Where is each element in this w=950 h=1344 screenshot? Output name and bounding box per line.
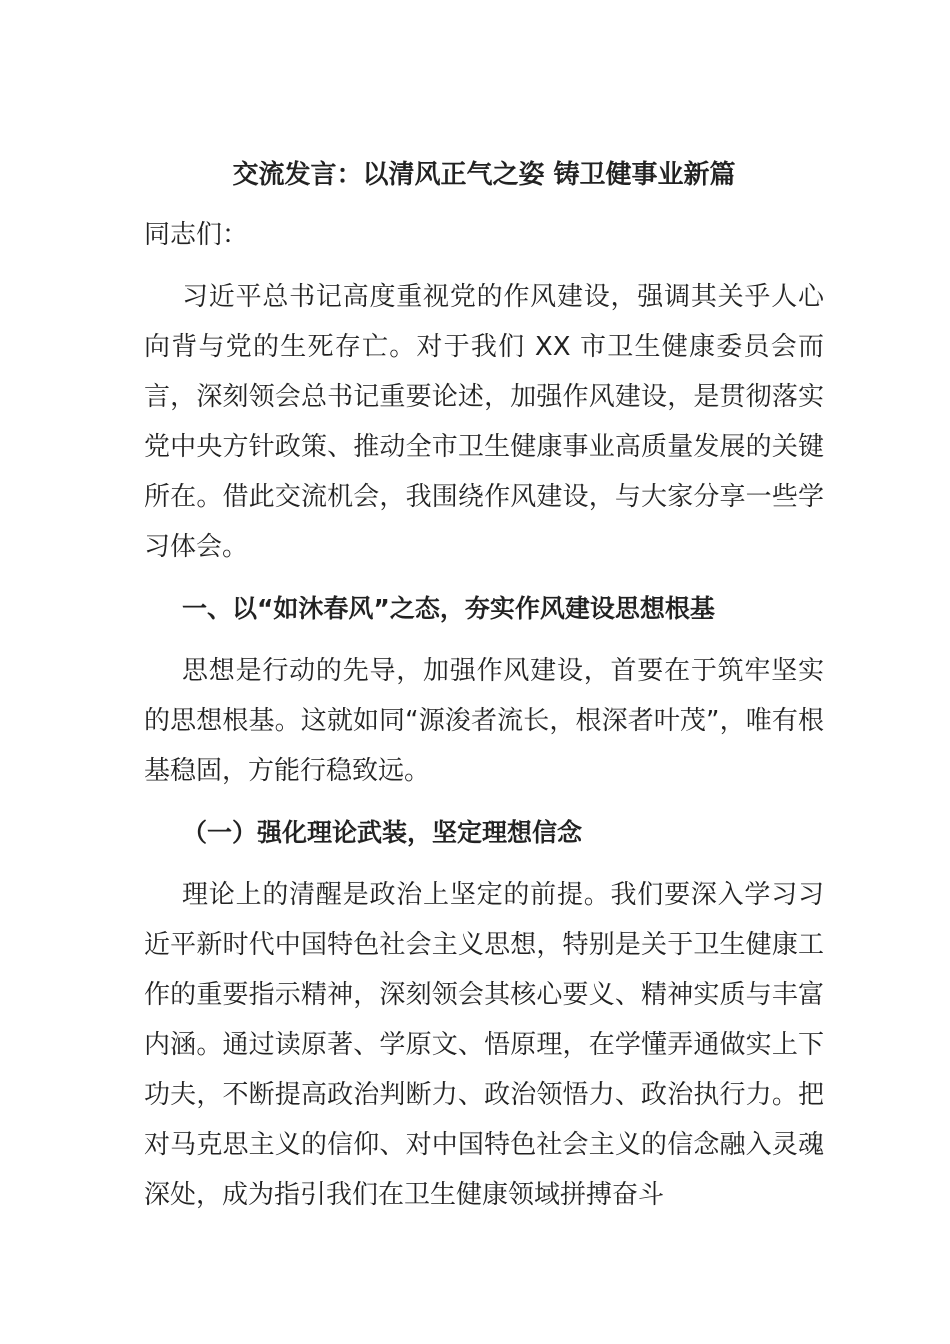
subsection-heading-1-1: （一）强化理论武装，坚定理想信念 — [182, 818, 583, 847]
section-heading-1: 一、以“如沐春风”之态，夯实作风建设思想根基 — [182, 594, 715, 623]
document-body — [144, 150, 824, 1220]
paragraph-section-1: 思想是行动的先导，加强作风建设，首要在于筑牢坚实的思想根基。这就如同“源浚者流长，根深者叶茂”，唯有根基稳固，方能行稳致远。 — [144, 656, 824, 786]
salutation: 同志们： — [144, 220, 249, 250]
paragraph-intro: 习近平总书记高度重视党的作风建设，强调其关乎人心向背与党的生死存亡。对于我们 XX 市卫生健康委员会而言，深刻领会总书记重要论述，加强作风建设，是贯彻落实党中央方针政策、推动全市卫生健康事业高质量发展的关键所在。借此交流机会，我围绕作风建设，与大家分享一些学习体会。 — [144, 282, 824, 562]
document-title: 交流发言：以清风正气之姿 铸卫健事业新篇 — [232, 160, 736, 190]
paragraph-subsection-1-1: 理论上的清醒是政治上坚定的前提。我们要深入学习习近平新时代中国特色社会主义思想，特别是关于卫生健康工作的重要指示精神，深刻领会其核心要义、精神实质与丰富内涵。通过读原著、学原文、悟原理，在学懂弄通做实上下功夫，不断提高政治判断力、政治领悟力、政治执行力。把对马克思主义的信仰、对中国特色社会主义的信念融入灵魂深处，成为指引我们在卫生健康领域拼搏奋斗 — [144, 880, 824, 1210]
